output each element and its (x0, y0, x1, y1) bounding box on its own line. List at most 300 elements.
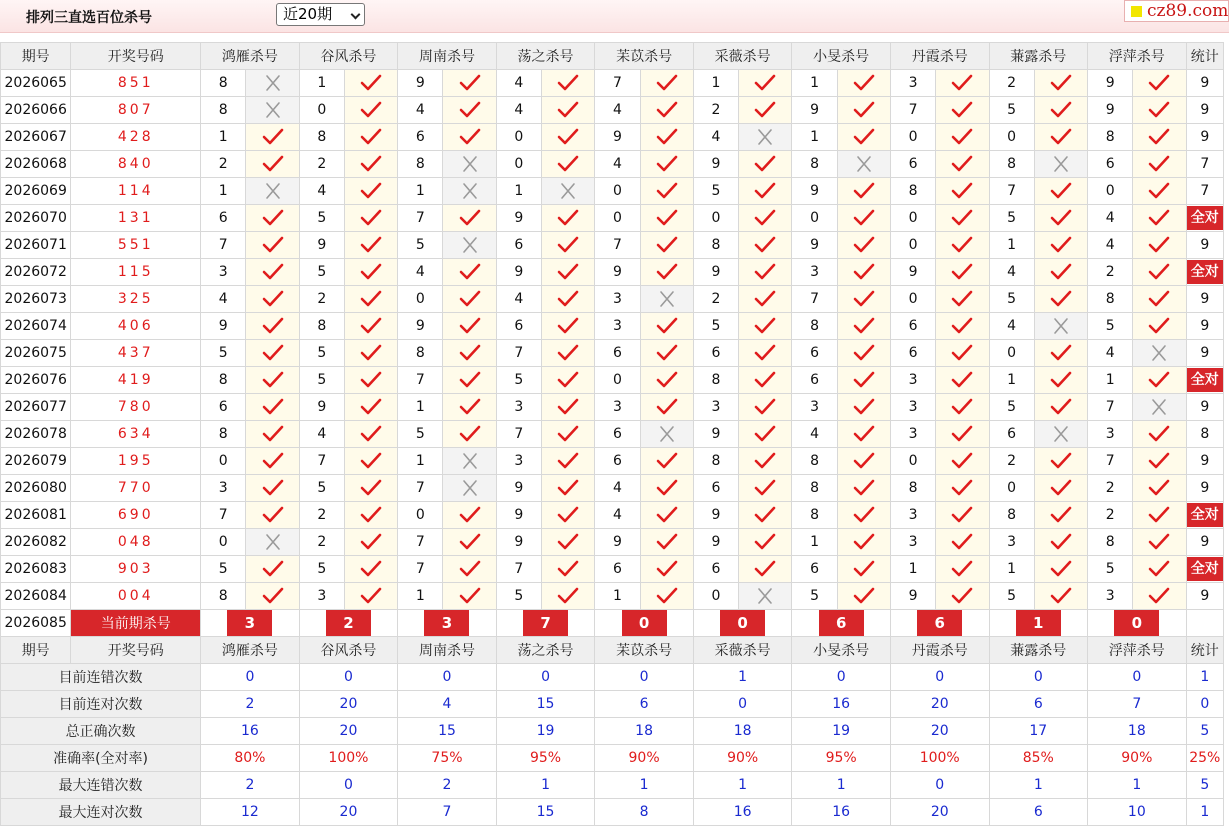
kill-number-cell: 2 (299, 151, 344, 178)
hit-result-cell (1034, 286, 1087, 313)
cross-icon (655, 290, 679, 308)
current-kill-value: 3 (227, 610, 272, 636)
check-icon (753, 290, 777, 308)
check-icon (950, 209, 974, 227)
check-icon (261, 236, 285, 254)
check-icon (1147, 425, 1171, 443)
total-cell (1186, 367, 1223, 394)
hit-result-cell (1034, 448, 1087, 475)
kill-number-cell: 4 (989, 313, 1034, 340)
hit-result-cell (837, 286, 890, 313)
hit-result-cell (640, 70, 693, 97)
check-icon (359, 317, 383, 335)
current-kill-cell (693, 610, 792, 637)
kill-number-cell: 8 (201, 367, 246, 394)
hit-result-cell (542, 232, 595, 259)
cross-icon (655, 425, 679, 443)
kill-number-cell: 0 (890, 232, 935, 259)
period-cell: 2026073 (1, 286, 71, 313)
kill-number-cell: 7 (398, 556, 443, 583)
kill-number-cell: 3 (890, 394, 935, 421)
kill-number-cell: 2 (693, 97, 738, 124)
kill-number-cell: 4 (1088, 205, 1133, 232)
check-icon (458, 560, 482, 578)
check-icon (359, 506, 383, 524)
kill-number-cell: 6 (890, 151, 935, 178)
hit-result-cell (837, 70, 890, 97)
miss-result-cell (1034, 313, 1087, 340)
hit-result-cell (542, 286, 595, 313)
hit-result-cell (1034, 367, 1087, 394)
check-icon (753, 155, 777, 173)
cross-icon (1147, 344, 1171, 362)
hit-result-cell (246, 421, 299, 448)
stat-value-cell: 1 (1186, 664, 1223, 691)
check-icon (753, 101, 777, 119)
column-header: 谷风杀号 (299, 43, 398, 70)
hit-result-cell (344, 448, 397, 475)
kill-number-cell: 3 (496, 394, 541, 421)
hit-result-cell (837, 475, 890, 502)
kill-number-cell: 8 (792, 502, 837, 529)
check-icon (852, 371, 876, 389)
kill-number-cell: 9 (890, 259, 935, 286)
column-header: 浮萍杀号 (1088, 637, 1187, 664)
hit-result-cell (443, 529, 496, 556)
stat-value-cell: 6 (595, 691, 694, 718)
kill-number-cell: 6 (595, 421, 640, 448)
hit-result-cell (1133, 583, 1186, 610)
hit-result-cell (640, 97, 693, 124)
check-icon (753, 479, 777, 497)
kill-number-cell: 2 (201, 151, 246, 178)
draw-number-cell: 903 (71, 556, 201, 583)
period-cell: 2026075 (1, 340, 71, 367)
stat-value-cell: 1 (595, 772, 694, 799)
check-icon (655, 236, 679, 254)
stat-value-cell: 6 (989, 799, 1088, 826)
kill-number-cell: 1 (989, 232, 1034, 259)
hit-result-cell (1034, 502, 1087, 529)
draw-number-cell: 840 (71, 151, 201, 178)
stat-value-cell: 1 (1088, 772, 1187, 799)
draw-number-cell: 551 (71, 232, 201, 259)
hit-result-cell (936, 367, 989, 394)
period-cell: 2026069 (1, 178, 71, 205)
total-cell: 9 (1186, 313, 1223, 340)
kill-number-cell: 0 (693, 583, 738, 610)
check-icon (1049, 533, 1073, 551)
kill-number-cell: 7 (1088, 448, 1133, 475)
hit-result-cell (936, 502, 989, 529)
column-header: 丹霞杀号 (890, 637, 989, 664)
miss-result-cell (443, 151, 496, 178)
kill-number-cell: 6 (595, 556, 640, 583)
hit-result-cell (542, 367, 595, 394)
check-icon (852, 506, 876, 524)
hit-result-cell (1034, 529, 1087, 556)
check-icon (950, 560, 974, 578)
kill-number-cell: 1 (398, 448, 443, 475)
hit-result-cell (344, 556, 397, 583)
current-kill-value: 3 (424, 610, 469, 636)
check-icon (852, 425, 876, 443)
check-icon (359, 344, 383, 362)
hit-result-cell (1133, 421, 1186, 448)
kill-number-cell: 1 (398, 394, 443, 421)
check-icon (458, 587, 482, 605)
table-row (1, 286, 1224, 313)
hit-result-cell (443, 259, 496, 286)
hit-result-cell (1133, 232, 1186, 259)
table-row (1, 475, 1224, 502)
table-row (1, 502, 1224, 529)
kill-number-cell: 0 (398, 502, 443, 529)
check-icon (655, 209, 679, 227)
check-icon (556, 155, 580, 173)
kill-number-cell: 8 (201, 97, 246, 124)
kill-number-cell: 5 (989, 97, 1034, 124)
current-kill-value: 0 (1114, 610, 1159, 636)
cross-icon (458, 479, 482, 497)
hit-result-cell (1133, 259, 1186, 286)
stat-value-cell: 16 (792, 799, 891, 826)
kill-number-cell: 5 (201, 340, 246, 367)
miss-result-cell (542, 178, 595, 205)
check-icon (655, 344, 679, 362)
kill-number-cell: 5 (693, 178, 738, 205)
stat-value-cell: 1 (496, 772, 595, 799)
kill-number-cell: 4 (398, 259, 443, 286)
period-cell: 2026078 (1, 421, 71, 448)
period-filter-select[interactable] (276, 3, 365, 26)
table-row (1, 259, 1224, 286)
check-icon (458, 263, 482, 281)
hit-result-cell (246, 394, 299, 421)
hit-result-cell (739, 151, 792, 178)
kill-number-cell: 0 (595, 367, 640, 394)
stat-value-cell: 15 (398, 718, 497, 745)
stat-label-cell: 最大连对次数 (1, 799, 201, 826)
hit-result-cell (1133, 502, 1186, 529)
check-icon (1147, 317, 1171, 335)
stat-label-cell: 目前连对次数 (1, 691, 201, 718)
kill-number-cell: 7 (496, 556, 541, 583)
kill-number-cell: 8 (201, 583, 246, 610)
stat-value-cell: 0 (792, 664, 891, 691)
period-cell: 2026080 (1, 475, 71, 502)
hit-result-cell (739, 367, 792, 394)
check-icon (655, 317, 679, 335)
check-icon (261, 398, 285, 416)
hit-result-cell (443, 340, 496, 367)
stat-value-cell: 0 (299, 772, 398, 799)
check-icon (950, 74, 974, 92)
hit-result-cell (1034, 556, 1087, 583)
current-kill-label: 当前期杀号 (71, 610, 201, 637)
hit-result-cell (1133, 97, 1186, 124)
hit-result-cell (640, 205, 693, 232)
kill-number-cell: 7 (201, 502, 246, 529)
hit-result-cell (1034, 232, 1087, 259)
check-icon (1049, 344, 1073, 362)
check-icon (359, 182, 383, 200)
stats-row (1, 691, 1224, 718)
draw-number-cell: 325 (71, 286, 201, 313)
table-row (1, 367, 1224, 394)
check-icon (261, 425, 285, 443)
kill-number-cell: 7 (1088, 394, 1133, 421)
check-icon (1147, 290, 1171, 308)
table-row (1, 232, 1224, 259)
table-row (1, 421, 1224, 448)
check-icon (1147, 155, 1171, 173)
check-icon (655, 263, 679, 281)
kill-number-cell: 3 (1088, 583, 1133, 610)
hit-result-cell (1133, 556, 1186, 583)
total-cell: 8 (1186, 421, 1223, 448)
stat-value-cell: 0 (1088, 664, 1187, 691)
column-header: 鸿雁杀号 (201, 43, 300, 70)
check-icon (753, 398, 777, 416)
check-icon (556, 317, 580, 335)
total-cell (1186, 259, 1223, 286)
cross-icon (458, 452, 482, 470)
miss-result-cell (443, 448, 496, 475)
kill-number-cell: 1 (496, 178, 541, 205)
stat-value-cell: 16 (693, 799, 792, 826)
stat-value-cell: 85% (989, 745, 1088, 772)
check-icon (1147, 533, 1171, 551)
check-icon (753, 371, 777, 389)
current-period-row (1, 610, 1224, 637)
kill-number-cell: 6 (792, 556, 837, 583)
kill-number-cell: 5 (299, 367, 344, 394)
check-icon (1147, 452, 1171, 470)
kill-number-cell: 9 (792, 97, 837, 124)
stat-label-cell: 总正确次数 (1, 718, 201, 745)
check-icon (359, 533, 383, 551)
period-cell: 2026081 (1, 502, 71, 529)
kill-number-cell: 6 (792, 367, 837, 394)
check-icon (852, 398, 876, 416)
kill-number-cell: 4 (595, 502, 640, 529)
kill-number-cell: 8 (1088, 286, 1133, 313)
check-icon (556, 506, 580, 524)
hit-result-cell (246, 286, 299, 313)
hit-result-cell (344, 367, 397, 394)
kill-number-cell: 0 (1088, 178, 1133, 205)
kill-number-cell: 7 (496, 340, 541, 367)
kill-number-cell: 4 (989, 259, 1034, 286)
check-icon (950, 263, 974, 281)
stat-value-cell: 1 (693, 664, 792, 691)
check-icon (556, 128, 580, 146)
stats-row (1, 664, 1224, 691)
check-icon (753, 317, 777, 335)
check-icon (852, 560, 876, 578)
check-icon (655, 398, 679, 416)
hit-result-cell (936, 97, 989, 124)
column-header: 荡之杀号 (496, 637, 595, 664)
hit-result-cell (837, 178, 890, 205)
kill-number-cell: 7 (398, 529, 443, 556)
kill-number-cell: 1 (792, 70, 837, 97)
kill-number-cell: 2 (1088, 502, 1133, 529)
hit-result-cell (344, 313, 397, 340)
check-icon (359, 425, 383, 443)
kill-number-cell: 0 (201, 448, 246, 475)
draw-number-cell: 048 (71, 529, 201, 556)
hit-result-cell (1034, 205, 1087, 232)
hit-result-cell (936, 583, 989, 610)
hit-result-cell (739, 313, 792, 340)
hit-result-cell (246, 448, 299, 475)
hit-result-cell (1133, 475, 1186, 502)
stat-value-cell: 0 (496, 664, 595, 691)
column-header: 统计 (1186, 637, 1223, 664)
stat-label-cell: 最大连错次数 (1, 772, 201, 799)
hit-result-cell (344, 583, 397, 610)
period-filter-value: 近20期 (283, 5, 333, 23)
column-header: 期号 (1, 43, 71, 70)
hit-result-cell (443, 70, 496, 97)
kill-number-cell: 2 (1088, 475, 1133, 502)
kill-number-cell: 7 (496, 421, 541, 448)
check-icon (753, 236, 777, 254)
check-icon (556, 290, 580, 308)
hit-result-cell (246, 340, 299, 367)
column-header: 荡之杀号 (496, 43, 595, 70)
check-icon (950, 236, 974, 254)
check-icon (1049, 506, 1073, 524)
hit-result-cell (739, 556, 792, 583)
kill-number-cell: 8 (792, 475, 837, 502)
kill-number-cell: 5 (398, 421, 443, 448)
kill-number-cell: 2 (1088, 259, 1133, 286)
check-icon (556, 371, 580, 389)
draw-number-cell: 004 (71, 583, 201, 610)
kill-number-cell: 3 (890, 529, 935, 556)
check-icon (852, 479, 876, 497)
hit-result-cell (739, 529, 792, 556)
stat-value-cell: 0 (398, 664, 497, 691)
kill-number-cell: 3 (201, 259, 246, 286)
column-header: 采薇杀号 (693, 637, 792, 664)
kill-number-cell: 3 (989, 529, 1034, 556)
kill-number-cell: 0 (398, 286, 443, 313)
column-header: 周南杀号 (398, 637, 497, 664)
kill-number-cell: 6 (496, 232, 541, 259)
draw-number-cell: 114 (71, 178, 201, 205)
total-cell: 9 (1186, 475, 1223, 502)
column-header: 采薇杀号 (693, 43, 792, 70)
kill-number-cell: 9 (299, 394, 344, 421)
check-icon (556, 398, 580, 416)
page-title: 排列三直选百位杀号 (26, 10, 152, 26)
all-correct-badge: 全对 (1187, 557, 1223, 581)
logo-text: cz89.com (1147, 1, 1229, 21)
stats-header-row (1, 637, 1224, 664)
check-icon (261, 290, 285, 308)
check-icon (655, 155, 679, 173)
check-icon (950, 452, 974, 470)
kill-number-cell: 9 (201, 313, 246, 340)
stat-value-cell: 20 (299, 799, 398, 826)
kill-number-cell: 3 (1088, 421, 1133, 448)
hit-result-cell (640, 313, 693, 340)
check-icon (556, 452, 580, 470)
total-cell: 9 (1186, 529, 1223, 556)
miss-result-cell (640, 286, 693, 313)
kill-number-cell: 5 (496, 583, 541, 610)
hit-result-cell (246, 556, 299, 583)
current-kill-value: 6 (917, 610, 962, 636)
kill-number-cell: 9 (693, 421, 738, 448)
stat-value-cell: 2 (398, 772, 497, 799)
kill-number-cell: 5 (299, 475, 344, 502)
kill-number-table (0, 42, 1224, 826)
period-cell: 2026083 (1, 556, 71, 583)
all-correct-badge: 全对 (1187, 260, 1223, 284)
kill-number-cell: 4 (496, 286, 541, 313)
column-header: 浮萍杀号 (1088, 43, 1187, 70)
period-cell: 2026082 (1, 529, 71, 556)
total-cell: 9 (1186, 124, 1223, 151)
kill-number-cell: 5 (989, 394, 1034, 421)
hit-result-cell (837, 529, 890, 556)
check-icon (261, 263, 285, 281)
check-icon (1049, 74, 1073, 92)
total-cell: 9 (1186, 394, 1223, 421)
stat-value-cell: 4 (398, 691, 497, 718)
hit-result-cell (1034, 97, 1087, 124)
kill-number-cell: 2 (693, 286, 738, 313)
check-icon (1147, 587, 1171, 605)
kill-number-cell: 9 (496, 502, 541, 529)
hit-result-cell (739, 232, 792, 259)
check-icon (1147, 74, 1171, 92)
hit-result-cell (837, 205, 890, 232)
hit-result-cell (936, 151, 989, 178)
hit-result-cell (344, 502, 397, 529)
check-icon (655, 560, 679, 578)
kill-number-cell: 5 (792, 583, 837, 610)
kill-number-cell: 2 (989, 448, 1034, 475)
stat-value-cell: 2 (201, 691, 300, 718)
period-cell: 2026072 (1, 259, 71, 286)
hit-result-cell (344, 232, 397, 259)
kill-number-cell: 5 (201, 556, 246, 583)
check-icon (753, 560, 777, 578)
kill-number-cell: 7 (595, 232, 640, 259)
total-cell: 9 (1186, 286, 1223, 313)
period-cell: 2026065 (1, 70, 71, 97)
check-icon (458, 128, 482, 146)
hit-result-cell (542, 475, 595, 502)
hit-result-cell (837, 313, 890, 340)
check-icon (261, 128, 285, 146)
check-icon (1147, 128, 1171, 146)
check-icon (1147, 209, 1171, 227)
draw-number-cell: 437 (71, 340, 201, 367)
kill-number-cell: 1 (201, 178, 246, 205)
kill-number-cell: 1 (299, 70, 344, 97)
current-kill-value: 7 (523, 610, 568, 636)
hit-result-cell (542, 97, 595, 124)
site-logo[interactable] (1124, 0, 1229, 22)
miss-result-cell (443, 178, 496, 205)
